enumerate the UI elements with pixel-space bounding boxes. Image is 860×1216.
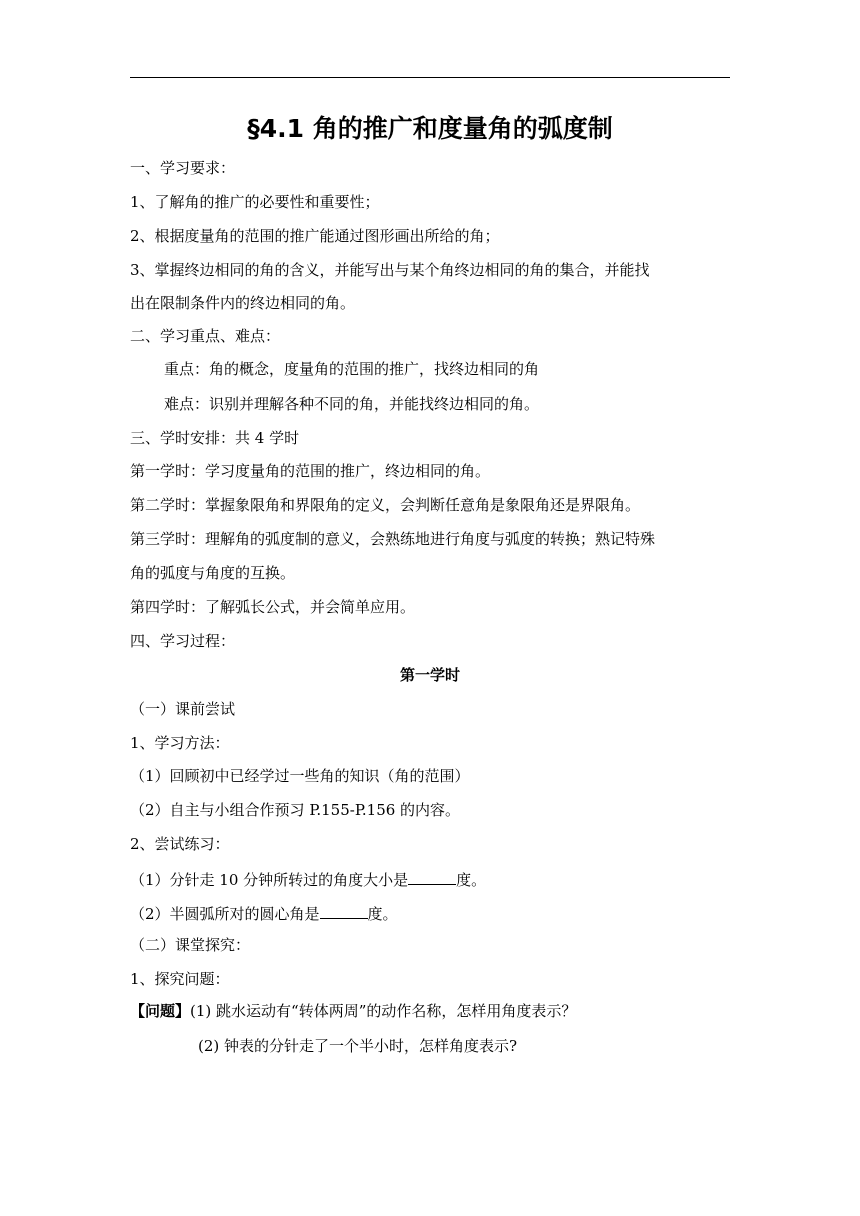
method-item-2: （2）自主与小组合作预习 P.155-P.156 的内容。 [130, 801, 461, 819]
problem-item-1 [130, 1001, 576, 1021]
part-2-heading: （二）课堂探究： [130, 936, 251, 954]
method-item-1: （1）回顾初中已经学过一些角的知识（角的范围） [130, 767, 470, 785]
exercise-2-unit: 度。 [367, 905, 398, 923]
lesson-heading: 第一学时 [399, 666, 460, 684]
section-heading-process: 四、学习过程： [130, 632, 236, 650]
problem-label: 【问题】 [130, 1002, 191, 1020]
header-rule [130, 77, 730, 78]
explore-heading: 1、探究问题： [130, 970, 230, 988]
difficult-point-text: 难点：识别并理解各种不同的角，并能找终边相同的角。 [164, 395, 540, 413]
period-3-text-line-2: 角的弧度与角度的互换。 [130, 564, 296, 582]
period-2-text: 第二学时：掌握象限角和界限角的定义，会判断任意角是象限角还是界限角。 [130, 496, 641, 514]
exercise-1-answer-blank [408, 868, 456, 885]
problem-item-2: (2) 钟表的分针走了一个半小时，怎样角度表示? [198, 1037, 518, 1055]
exercise-1-prompt: （1）分针走 10 分钟所转过的角度大小是 [130, 871, 409, 889]
key-point-text: 重点：角的概念，度量角的范围的推广，找终边相同的角 [164, 360, 540, 378]
period-4-text: 第四学时：了解弧长公式，并会简单应用。 [130, 598, 416, 616]
section-heading-schedule: 三、学时安排：共 4 学时 [130, 429, 300, 447]
methods-heading: 1、学习方法： [130, 734, 230, 752]
exercise-item-2 [130, 902, 398, 924]
part-1-heading: （一）课前尝试 [130, 700, 236, 718]
exercise-2-prompt: （2）半圆弧所对的圆心角是 [130, 905, 320, 923]
page-title: §4.1 角的推广和度量角的弧度制 [247, 114, 613, 143]
exercise-heading: 2、尝试练习： [130, 835, 230, 853]
section-heading-requirements: 一、学习要求： [130, 159, 236, 177]
requirement-item-3-line-1: 3、掌握终边相同的角的含义，并能写出与某个角终边相同的角的集合，并能找 [130, 261, 650, 279]
exercise-item-1 [130, 868, 486, 890]
period-1-text: 第一学时：学习度量角的范围的推广，终边相同的角。 [130, 462, 491, 480]
section-heading-key-points: 二、学习重点、难点： [130, 327, 281, 345]
problem-1-text: (1) 跳水运动有“转体两周”的动作名称，怎样用角度表示？ [190, 1002, 577, 1020]
requirement-item-3-line-2: 出在限制条件内的终边相同的角。 [130, 294, 356, 312]
period-3-text-line-1: 第三学时：理解角的弧度制的意义，会熟练地进行角度与弧度的转换；熟记特殊 [130, 530, 656, 548]
requirement-item-1: 1、了解角的推广的必要性和重要性； [130, 193, 380, 211]
exercise-1-unit: 度。 [456, 871, 487, 889]
exercise-2-answer-blank [320, 902, 368, 919]
requirement-item-2: 2、根据度量角的范围的推广能通过图形画出所给的角； [130, 227, 500, 245]
